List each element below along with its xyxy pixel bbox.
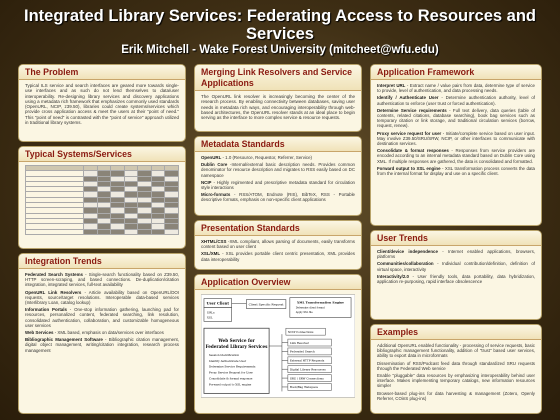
service-label: Federated Search — [289, 349, 315, 354]
panel-title-framework: Application Framework — [371, 65, 541, 80]
item-text: - Single-search functionality based on Z39.50, HTTP screen-scraping, and based connections. De-duplication/citation integration, integrated services, full-text availability — [25, 272, 179, 288]
merging-text: The OpenURL link resolver is increasingly becoming the center of the research process. By enabling connectivity between databases, saving user needs in metadata rich ways, and encouraging interoperability through web-based architectures, the OpenURL resolver stands at an ideal place to begin serving as the interface to more complex service & resource requests. — [201, 94, 355, 121]
item-label: XHTML/CSS — [201, 239, 227, 244]
presentation-list — [201, 239, 355, 262]
item-label: Micro-formats — [201, 192, 231, 198]
web-service-item: Determine Service Requirements — [208, 364, 256, 369]
user-client-label: User Client — [206, 301, 230, 306]
panel-typical-systems — [18, 146, 186, 249]
service-label: Link Resolver — [289, 340, 310, 345]
service-label: Digital Library Resources — [289, 367, 326, 372]
panel-title-integration: Integration Trends — [19, 254, 185, 269]
web-service-title-1: Web Service for — [218, 338, 255, 344]
item-label: Consolidate & format responses — [377, 148, 449, 154]
item-text: - Determine authentication authority, level of authentication to enforce (user trust or forced authentication). — [377, 95, 535, 106]
metadata-list — [201, 155, 355, 203]
poster-title: Integrated Library Services: Federating Access to Resources and Services — [24, 7, 536, 43]
systems-matrix — [25, 165, 179, 235]
matrix-cell-marked — [151, 229, 165, 234]
list-item — [201, 239, 355, 249]
web-service-item: Session Identification — [208, 352, 240, 357]
column-right — [370, 64, 542, 414]
web-service-item: Identify Authenticate User — [208, 358, 247, 363]
panel-overview — [194, 274, 362, 414]
list-item — [377, 131, 535, 147]
item-label: Information Portals — [25, 307, 67, 313]
item-text: Dissemination of RSS/Podcast feed data through standardized SRU requests through the Federated Web service — [377, 360, 535, 371]
integration-list — [25, 272, 179, 353]
item-text: - Responses from service providers are encoded according to an internal metadata standard based on Dublin Core using XML. If multiple responses are gathered, the data is consolidated and formatted. — [377, 148, 535, 164]
matrix-row-label — [26, 229, 84, 234]
web-service-item: Forward output to XSL engine — [208, 382, 252, 387]
item-label: Interpret URL — [377, 83, 406, 88]
xsl-label: XSL — [206, 315, 213, 320]
list-item — [25, 337, 179, 353]
panel-integration — [18, 253, 186, 414]
item-text: Browser-based plug-ins for data harvesting & management (Zotero, Openly Referrer, COinS plug-ins) — [377, 390, 535, 401]
xml-engine-label: XML Transformation Engine — [296, 300, 344, 305]
item-label: Proxy service request for user — [377, 130, 442, 136]
matrix-cell-marked — [84, 229, 98, 234]
panel-metadata — [194, 136, 362, 216]
list-item — [377, 249, 535, 259]
panel-title-overview: Application Overview — [195, 275, 361, 290]
service-label: Book/Bag Webspace — [289, 385, 319, 390]
web-service-item: Consolidate & format response — [208, 376, 253, 381]
list-item — [201, 162, 355, 178]
poster-author: Erik Mitchell - Wake Forest University (mitcheet@wfu.edu) — [121, 44, 439, 56]
item-label: Web Services — [25, 330, 54, 336]
panel-examples — [370, 324, 542, 414]
item-label: Determine Service requirements — [377, 107, 447, 113]
list-item — [377, 166, 535, 176]
architecture-diagram — [201, 294, 355, 398]
panel-title-problem: The Problem — [19, 65, 185, 80]
problem-text: Typical ILS service and search interfaces are geared more towards single-use interfaces and as such do not lend themselves to data/user interoperability. Re-designing library services and discovery applications using a metadata rich framework that emphasizes commonly used standards (OpenURL, NCIP, z39.50), libraries could create systems/services which provide cross application access & meet the users at their "point of need." This "point of need" is contrasted with the "point of service" approach utilized in traditional library systems. — [25, 83, 179, 126]
examples-list — [377, 343, 535, 401]
item-text: -Internal/external basic description needs. Provides common denominator for resource description and migrates to RSS easily based on DC namespace — [201, 162, 355, 178]
item-text: - Internet enabled applications, browsers, platforms — [377, 249, 535, 260]
item-text: Enable "pluggable" data resources by emphasizing interoperability behind user interface. Makes implementing temporary catalogs, new information resources simpler — [377, 373, 535, 389]
item-label: XSL/XML — [201, 251, 221, 257]
item-text: - XML based, emphasis on data/services over interfaces — [53, 330, 164, 336]
item-text: -XML compliant, allows parsing of documents, easily transforms content based on user client — [201, 239, 355, 250]
list-item — [377, 83, 535, 93]
service-label: External HTTP Requests — [289, 358, 325, 363]
list-item — [377, 373, 535, 389]
panel-title-trends: User Trends — [371, 231, 541, 246]
list-item — [377, 108, 535, 129]
list-item — [377, 148, 535, 164]
item-text: - RSS/ATOM, Endnote (RIS), BibTeX, RSS - Portable descriptive formats, emphasis on non-specific client applications — [201, 192, 355, 203]
panel-title-presentation: Presentation Standards — [195, 221, 361, 236]
list-item — [377, 274, 535, 284]
panel-presentation — [194, 220, 362, 270]
item-text: - Bibliographic citation management, digital object management, writing/citation integration, research process management — [25, 337, 180, 353]
xml-sub1-label: Determine client format — [295, 306, 325, 310]
framework-list — [377, 83, 535, 176]
matrix-cell — [124, 229, 138, 234]
item-text: - Individual contribution/definition, definition of virtual space, interactivity — [377, 261, 535, 272]
list-item — [201, 180, 355, 190]
matrix-row — [26, 229, 179, 234]
item-label: Interactivity/2.0 — [377, 273, 409, 279]
column-middle — [194, 64, 362, 414]
item-text: - Highly regimented and prescriptive metadata standard for circulation style interactions — [201, 179, 355, 191]
matrix-cell-marked — [111, 229, 125, 234]
item-text: - One-stop information gathering, launching pad for resources, personalized content, federated searching, link resolution, consolidated authentication, collaboration, and customizable homogeneous user services — [25, 307, 179, 328]
item-text: Additional OpenURL enabled functionality - processing of service requests, basic bibliographic management functionality, addition of "trust" based user services, ability to export data in microformats — [377, 343, 535, 359]
web-service-title-2: Federated Library Services — [205, 343, 268, 349]
matrix-cell-marked — [138, 229, 152, 234]
item-label: Dublin Core — [201, 162, 228, 168]
item-text: - XSL transformation process converts the data from the internal format for display and use on a specific client. — [377, 165, 535, 177]
item-text: - Extract name / value pairs from data, determine type of service to provide, level of authentication, and data processing needs. — [377, 83, 535, 94]
poster-header — [0, 0, 560, 60]
item-label: Federated Search Systems — [25, 272, 83, 277]
xml-sub2-label: Apply XSL file — [295, 310, 313, 314]
item-label: OpenURL Link Resolvers — [25, 289, 82, 295]
item-label: Bibliographic Management Software — [25, 337, 103, 343]
trends-list — [377, 249, 535, 284]
list-item — [377, 95, 535, 105]
panel-title-metadata: Metadata Standards — [195, 137, 361, 152]
item-text: - Initiate/complete service based on user input. May involve Z39.50/SRU/SRW, NCIP, or other interfaces to communicate with destination services. — [377, 130, 535, 147]
web-service-item: Proxy Service Request for User — [208, 370, 253, 375]
matrix-cell-marked — [97, 229, 111, 234]
item-text: - 1.0 (Resource, Requestor, Referrer, Service) — [221, 155, 313, 160]
item-text: - Article availability based on OpenURL/DOI requests, source/target resolutions. Interoperable data-based services (Interlibrary Loan, catalog lookup) — [25, 289, 180, 306]
panel-title-merging: Merging Link Resolvers and Service Applications — [195, 65, 361, 91]
list-item — [25, 290, 179, 306]
matrix-cell — [165, 229, 179, 234]
item-label: OpenURL — [201, 155, 222, 160]
panel-user-trends — [370, 230, 542, 320]
urls-label: URLs — [206, 310, 215, 315]
list-item — [201, 155, 355, 160]
column-left — [18, 64, 186, 414]
item-label: Client/device independence — [377, 249, 438, 254]
item-label: Forward output to XSL engine — [377, 165, 441, 171]
list-item — [377, 261, 535, 271]
panel-title-examples: Examples — [371, 325, 541, 340]
client-request-label: Client Specific Request — [248, 302, 284, 307]
list-item — [25, 307, 179, 328]
list-item — [377, 391, 535, 401]
item-text: - Full text delivery, data queries (table of contents, related citations, database searching), book bag services such as temporary citation or link storage, and traditional circulation services (borrow, request, renew). — [377, 107, 535, 129]
item-label: Communities/collaboration — [377, 261, 434, 267]
item-text: - User friendly tools, data portability, data hybridization, application re-purposing, rapid interface obsolescence — [377, 273, 535, 285]
list-item — [377, 343, 535, 359]
panel-title-typical: Typical Systems/Services — [19, 147, 185, 162]
list-item — [377, 361, 535, 371]
list-item — [201, 251, 355, 261]
item-text: - XSL provides portable client centric presentation, XML provides data interoperability — [201, 251, 355, 262]
item-label: NCIP — [201, 179, 212, 185]
list-item — [25, 330, 179, 335]
item-label: Identify / Authenticate User — [377, 95, 439, 101]
panel-merging — [194, 64, 362, 132]
panel-problem — [18, 64, 186, 142]
list-item — [25, 272, 179, 288]
service-label: SRU / SRW Connections — [289, 376, 324, 381]
panel-framework — [370, 64, 542, 226]
ncip-label: NCIP Connections — [287, 330, 314, 335]
list-item — [201, 192, 355, 202]
